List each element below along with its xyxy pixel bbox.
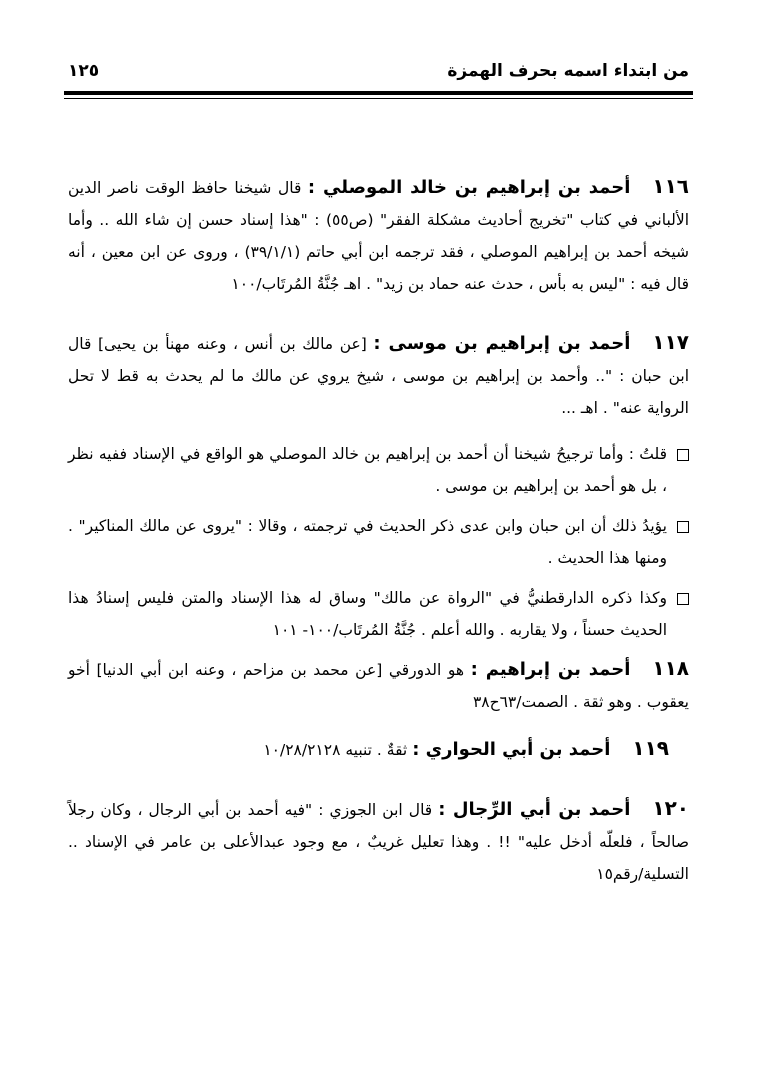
running-title: من ابتداء اسمه بحرف الهمزة (447, 61, 689, 81)
entry-text: قال شيخنا حافظ الوقت ناصر الدين الألباني في كتاب "تخريج أحاديث مشكلة الفقر" (ص٥٥) : "هذا إسناد حسن إن شاء الله .. وأما شيخه أحمد بن إبراهيم الموصلي ، فقد ترجمه ابن أبي حاتم (٣٩/١/١) ، وروى عن ابن معين ، أنه قال فيه : "ليس به بأس ، حدث عنه حماد بن زيد" . اهـ جُنَّةُ المُرتَاب/١٠٠ (68, 179, 689, 293)
page-header (68, 56, 689, 86)
entry-120 (68, 792, 689, 890)
entry-name: أحمد بن أبي الحواري : (412, 739, 611, 760)
entry-116 (68, 170, 689, 300)
entry-number: ١١٦ (652, 174, 689, 198)
entry-name: أحمد بن إبراهيم بن موسى : (373, 333, 631, 354)
square-bullet-icon (677, 449, 689, 461)
entry-text: [عن مالك بن أنس ، وعنه مهنأ بن يحيى] قال ابن حبان : ".. وأحمد بن إبراهيم بن موسى ، شيخ يروي عن مالك ما لم يحدث به قط لا تحل الرواية عنه" . اهـ ... (68, 335, 689, 417)
entry-text: ثقةٌ . تنبيه ١٠/٢٨/٢١٢٨ (263, 741, 408, 759)
square-bullet-icon (677, 593, 689, 605)
entry-118 (68, 652, 689, 718)
header-rule-thin (64, 98, 693, 99)
note-item (68, 438, 689, 502)
note-text: قلتُ : وأما ترجيحُ شيخنا أن أحمد بن إبراهيم بن خالد الموصلي هو الواقع في الإسناد ففيه نظر ، بل هو أحمد بن إبراهيم بن موسى . (68, 445, 667, 495)
entry-117 (68, 326, 689, 424)
square-bullet-icon (677, 521, 689, 533)
entry-119 (68, 732, 689, 766)
entry-name: أحمد بن إبراهيم : (470, 659, 631, 680)
entry-text: قال ابن الجوزي : "فيه أحمد بن أبي الرجال ، وكان رجلاً صالحاً ، فلعلّه أدخل عليه" !! . وهذا تعليل غريبٌ ، مع وجود عبدالأعلى بن عامر في الإسناد .. التسلية/رقم١٥ (68, 801, 689, 883)
header-rule-thick (64, 91, 693, 95)
page-number: ١٢٥ (68, 61, 100, 81)
page-body (68, 170, 689, 904)
note-item (68, 582, 689, 646)
entry-name: أحمد بن إبراهيم بن خالد الموصلي : (307, 177, 631, 198)
entry-number: ١١٩ (632, 736, 669, 760)
entry-text: هو الدورقي [عن محمد بن مزاحم ، وعنه ابن أبي الدنيا] أخو يعقوب . وهو ثقة . الصمت/٦٣ح٣٨ (68, 661, 689, 711)
entry-number: ١٢٠ (652, 796, 689, 820)
entry-name: أحمد بن أبي الرِّجال : (438, 799, 631, 820)
note-item (68, 510, 689, 574)
entry-number: ١١٨ (652, 656, 689, 680)
note-text: وكذا ذكره الدارقطنيُّ في "الرواة عن مالك" وساق له هذا الإسناد والمتن فليس إسنادُ هذا الحديث حسناً ، ولا يقاربه . والله أعلم . جُنَّةُ المُرتَاب/١٠٠- ١٠١ (68, 589, 667, 639)
entry-number: ١١٧ (652, 330, 689, 354)
note-text: يؤيدُ ذلك أن ابن حبان وابن عدى ذكر الحديث في ترجمته ، وقالا : "يروى عن مالك المناكير" . ومنها هذا الحديث . (68, 517, 667, 567)
